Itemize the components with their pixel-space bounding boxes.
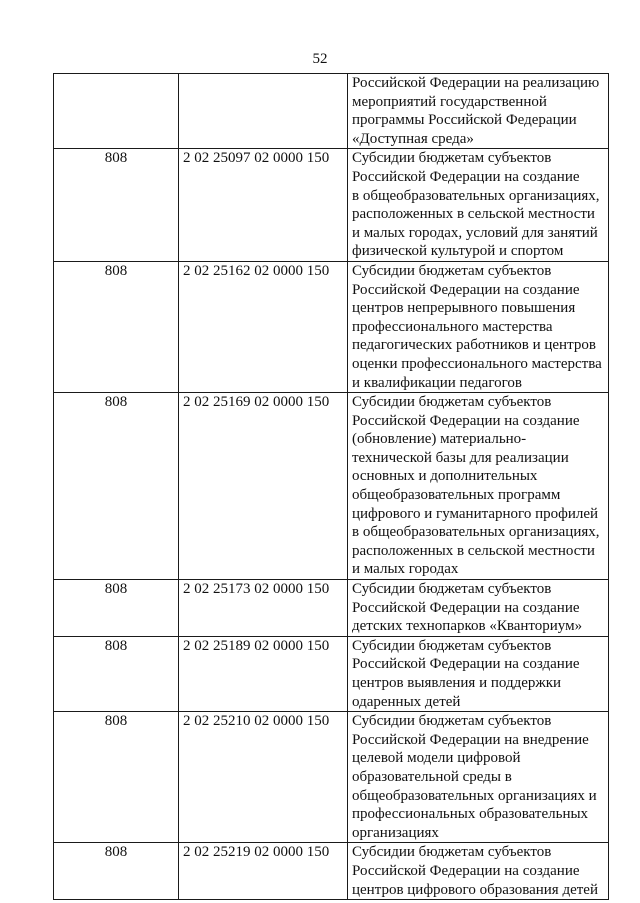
revenue-name-line: мероприятий государственной [352,93,547,110]
revenue-name-line: расположенных в сельской местности [352,542,595,559]
revenue-name-cell [348,712,609,843]
revenue-name-line: общеобразовательных программ [352,487,561,504]
revenue-name-cell [348,261,609,392]
revenue-name-line: Субсидии бюджетам субъектов [352,262,552,279]
revenue-name-line: и малых городах, условий для занятий [352,224,598,241]
revenue-name-line: Субсидии бюджетам субъектов [352,844,552,861]
budget-code-cell: 2 02 25169 02 0000 150 [179,393,348,580]
budget-code-cell: 2 02 25162 02 0000 150 [179,261,348,392]
budget-code-cell [179,74,348,149]
revenue-name-line: центров выявления и поддержки [352,675,562,691]
revenue-name-line: Субсидии бюджетам субъектов [352,394,552,411]
revenue-name-line: Российской Федерации на создание [352,168,580,185]
admin-code-cell: 808 [54,149,179,262]
revenue-name-line: цифрового и гуманитарного профилей [352,505,599,522]
budget-code-cell: 2 02 25097 02 0000 150 [179,149,348,262]
revenue-name-line: педагогических работников и центров [352,337,596,354]
table-body [54,74,609,900]
revenue-name-line: Российской Федерации на создание [352,656,580,673]
revenue-name-line: (обновление) материально- [352,431,527,448]
revenue-name-cell [348,393,609,580]
budget-code-cell: 2 02 25173 02 0000 150 [179,580,348,637]
revenue-name-line: образовательной среды в [352,768,512,785]
revenue-name-line: детских технопарков «Кванториум» [352,618,583,635]
table-row [54,636,609,711]
revenue-name-line: Субсидии бюджетам субъектов [352,637,552,654]
table-row [54,261,609,392]
table-row [54,149,609,262]
revenue-name-line: центров непрерывного повышения [352,300,576,317]
revenue-name-line: Российской Федерации на внедрение [352,731,589,748]
budget-classification-table [53,73,609,900]
revenue-name-line: оценки профессионального мастерства [352,355,602,372]
admin-code-cell: 808 [54,712,179,843]
admin-code-cell: 808 [54,636,179,711]
revenue-name-line: центров цифрового образования детей [352,881,598,898]
budget-code-cell: 2 02 25189 02 0000 150 [179,636,348,711]
revenue-name-line: организациях [352,824,439,841]
table-row [54,580,609,637]
table-row [54,393,609,580]
revenue-name-line: Субсидии бюджетам субъектов [352,150,552,167]
revenue-name-line: целевой модели цифровой [352,750,521,767]
admin-code-cell [54,74,179,149]
revenue-name-line: Российской Федерации на создание [352,862,580,879]
table-row [54,843,609,900]
table-row [54,74,609,149]
admin-code-cell: 808 [54,580,179,637]
revenue-name-cell [348,843,609,900]
revenue-name-line: программы Российской Федерации [352,112,577,129]
revenue-name-line: расположенных в сельской местности [352,206,595,223]
revenue-name-line: основных и дополнительных [352,468,538,485]
budget-code-cell: 2 02 25210 02 0000 150 [179,712,348,843]
revenue-name-line: Российской Федерации на создание [352,412,580,429]
revenue-name-line: Субсидии бюджетам субъектов [352,581,552,598]
revenue-name-line: профессионального мастерства [352,318,553,335]
revenue-name-line: одаренных детей [352,693,461,710]
revenue-name-line: Субсидии бюджетам субъектов [352,713,552,730]
revenue-name-cell [348,74,609,149]
page-number: 52 [312,51,328,67]
admin-code-cell: 808 [54,393,179,580]
revenue-name-line: в общеобразовательных организациях, [352,187,600,204]
revenue-name-cell [348,149,609,262]
revenue-name-line: Российской Федерации на реализацию [352,75,600,91]
table-row [54,712,609,843]
revenue-name-line: технической базы для реализации [352,449,569,466]
revenue-name-line: и квалификации педагогов [352,374,522,391]
revenue-name-line: физической культурой и спортом [352,243,564,260]
revenue-name-line: общеобразовательных организациях и [352,787,597,804]
revenue-name-line: Российской Федерации на создание [352,599,580,616]
revenue-name-cell [348,636,609,711]
admin-code-cell: 808 [54,843,179,900]
budget-code-cell: 2 02 25219 02 0000 150 [179,843,348,900]
revenue-name-line: «Доступная среда» [352,130,474,147]
revenue-name-cell [348,580,609,637]
revenue-name-line: профессиональных образовательных [352,806,589,823]
revenue-name-line: в общеобразовательных организациях, [352,524,600,541]
revenue-name-line: Российской Федерации на создание [352,281,580,298]
admin-code-cell: 808 [54,261,179,392]
revenue-name-line: и малых городах [352,561,459,578]
